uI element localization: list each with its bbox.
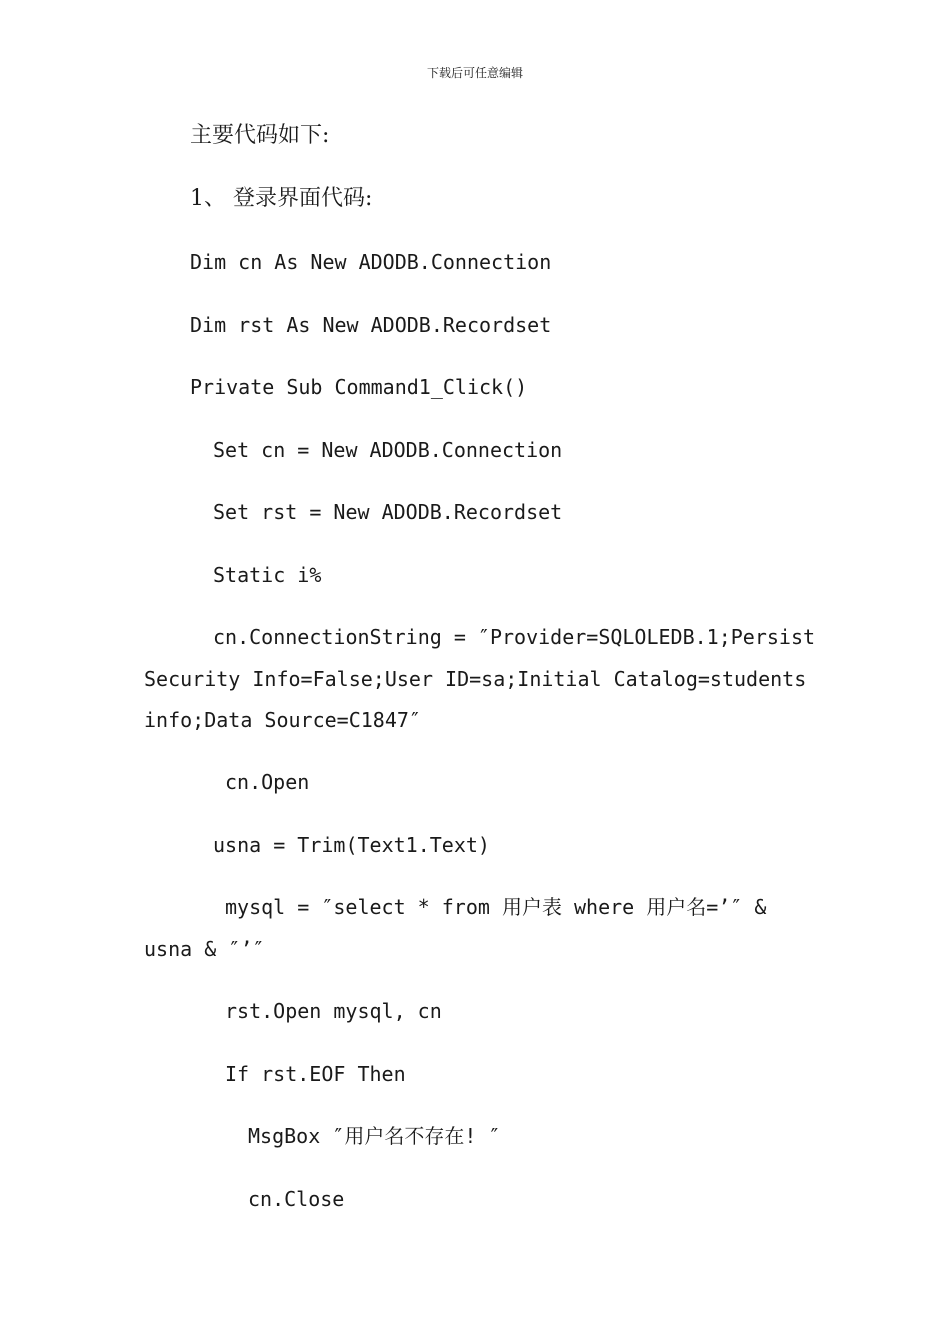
code-line: Static i% — [213, 563, 322, 587]
code-line: cn.Close — [248, 1187, 345, 1211]
code-line: info;Data Source=C1847″ — [144, 708, 421, 732]
code-line: usna = Trim(Text1.Text) — [213, 833, 490, 857]
code-line: Set rst = New ADODB.Recordset — [213, 500, 563, 524]
code-line: usna & ″’″ — [144, 937, 265, 961]
code-line: cn.ConnectionString = ″Provider=SQLOLEDB.1;Persist — [213, 625, 816, 649]
code-line: mysql = ″select * from 用户表 where 用户名=’″ & — [225, 895, 767, 919]
section-title: 1、 登录界面代码: — [190, 186, 373, 211]
code-line: Dim cn As New ADODB.Connection — [190, 250, 552, 274]
code-line: If rst.EOF Then — [225, 1062, 406, 1086]
heading: 主要代码如下: — [190, 123, 330, 148]
code-line: rst.Open mysql, cn — [225, 999, 442, 1023]
code-line: Dim rst As New ADODB.Recordset — [190, 313, 552, 337]
code-line: Security Info=False;User ID=sa;Initial Catalog=students — [144, 667, 807, 691]
code-line: Set cn = New ADODB.Connection — [213, 438, 563, 462]
code-line: MsgBox ″用户名不存在! ″ — [248, 1124, 501, 1148]
page-header: 下载后可任意编辑 — [426, 66, 523, 80]
code-line: cn.Open — [225, 770, 310, 794]
code-line: Private Sub Command1_Click() — [190, 375, 528, 399]
